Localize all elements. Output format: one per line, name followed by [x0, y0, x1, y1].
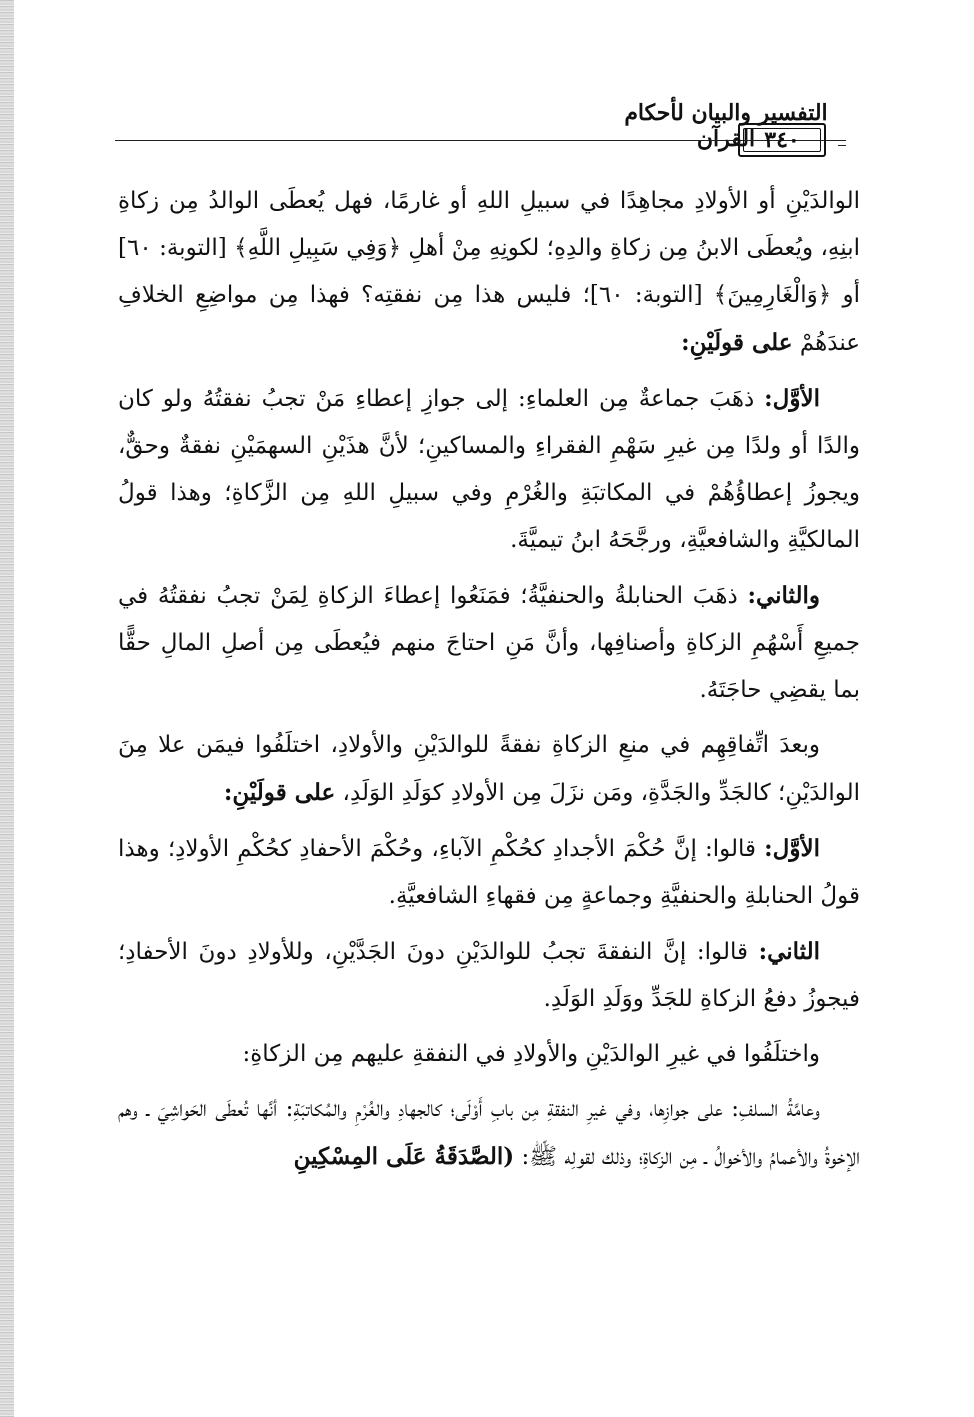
paragraph-text: وعامَّةُ السلفِ: على جوازِها، وفي غيرِ النفقةِ مِن بابِ أَوْلَى؛ كالجهادِ والغُرْمِ والمُكاتبَةِ: أنَّها تُعطَى الحَواشِيَ ـ وهم الإخوةُ والأعمامُ والأخوالُ ـ مِن الزكاةِ؛ وذلك لقولِه ﷺ: [118, 1096, 860, 1170]
header-rule-right [838, 145, 846, 146]
paragraph-grandparents [118, 722, 860, 817]
paragraph-salaf [118, 1086, 860, 1181]
page-number: ٣٤٠ [764, 127, 800, 153]
paragraph-lead: والثاني: [747, 582, 820, 609]
page-body [118, 178, 860, 1189]
paragraph-others [118, 1031, 860, 1078]
hadith-quote: (الصَّدَقَةُ عَلَى المِسْكِينِ [293, 1143, 515, 1170]
paragraph-text: واختلَفُوا في غيرِ الوالدَيْنِ والأولادِ في النفقةِ عليهم مِن الزكاةِ: [242, 1041, 820, 1067]
page-number-box [738, 123, 826, 157]
paragraph-text: قالوا: إنَّ النفقةَ تجبُ للوالدَيْنِ دونَ الجَدَّيْنِ، وللأولادِ دونَ الأحفادِ؛ فيجوزُ دفعُ الزكاةِ للجَدِّ ووَلَدِ الوَلَدِ. [118, 939, 860, 1012]
paragraph-text: قالوا: إنَّ حُكْمَ الأجدادِ كحُكْمِ الآباءِ، وحُكْمَ الأحفادِ كحُكْمِ الأولادِ؛ وهذا قولُ الحنابلةِ والحنفيَّةِ وجماعةٍ مِن فقهاءِ الشافعيَّةِ. [118, 836, 860, 909]
paragraph-opinion-1 [118, 375, 860, 564]
paragraph-lead: الأوَّل: [764, 385, 820, 412]
paragraph-text: ذهَبَ جماعةٌ مِن العلماءِ: إلى جوازِ إعطاءِ مَنْ تجبُ نفقتُهُ ولو كان والدًا أو ولدًا مِن غيرِ سَهْمِ الفقراءِ والمساكينِ؛ لأنَّ هذَيْنِ السهمَيْنِ نفقةٌ وحقٌّ، ويجوزُ إعطاؤُهُمْ في المكاتبَةِ والغُرْمِ وفي سبيلِ اللهِ مِن الزَّكاةِ؛ وهذا قولُ المالكيَّةِ والشافعيَّةِ، ورجَّحَهُ ابنُ تيميَّةَ. [118, 386, 860, 553]
page-header [0, 0, 974, 175]
paragraph-text: الوالدَيْنِ أو الأولادِ مجاهِدًا في سبيلِ اللهِ أو غارمًا، فهل يُعطَى الوالدُ مِن زكاةِ ابنِهِ، ويُعطَى الابنُ مِن زكاةِ والدِهِ؛ لكونِهِ مِنْ أهلِ ﴿وَفِي سَبِيلِ اللَّهِ﴾ [التوبة: ٦٠] أو ﴿وَالْغَارِمِينَ﴾ [التوبة: ٦٠]؛ فليس هذا مِن نفقتِه؟ فهذا مِن مواضِعِ الخلافِ عندَهُمْ [118, 188, 861, 356]
scan-edge [0, 0, 14, 1417]
paragraph-text: ذهَبَ الحنابلةُ والحنفيَّةُ؛ فمَنَعُوا إعطاءَ الزكاةِ لِمَنْ تجبُ نفقتُهُ في جميعِ أَسْهُمِ الزكاةِ وأصنافِها، وأنَّ مَنِ احتاجَ منهم فيُعطَى مِن أصلِ المالِ حقًّا بما يقضِي حاجَتَهُ. [118, 583, 860, 703]
header-rule [115, 140, 846, 141]
paragraph-view-2 [118, 928, 860, 1023]
paragraph-text: وبعدَ اتِّفاقِهِم في منعِ الزكاةِ نفقةً للوالدَيْنِ والأولادِ، اختلَفُوا فيمَن علا مِنَ الوالدَيْنِ؛ كالجَدِّ والجَدَّةِ، ومَن نزَلَ مِن الأولادِ كوَلَدِ الوَلَدِ، [118, 732, 860, 806]
paragraph-continuation [118, 178, 860, 367]
paragraph-tail-bold: على قولَيْنِ: [223, 779, 336, 806]
paragraph-opinion-2 [118, 572, 860, 714]
paragraph-view-1 [118, 825, 860, 920]
running-title: التفسير والبيان لأحكام القرآن [624, 100, 828, 152]
paragraph-tail-bold: على قولَيْنِ: [681, 329, 793, 356]
paragraph-lead: الثاني: [758, 938, 820, 965]
paragraph-lead: الأوَّل: [764, 835, 820, 862]
